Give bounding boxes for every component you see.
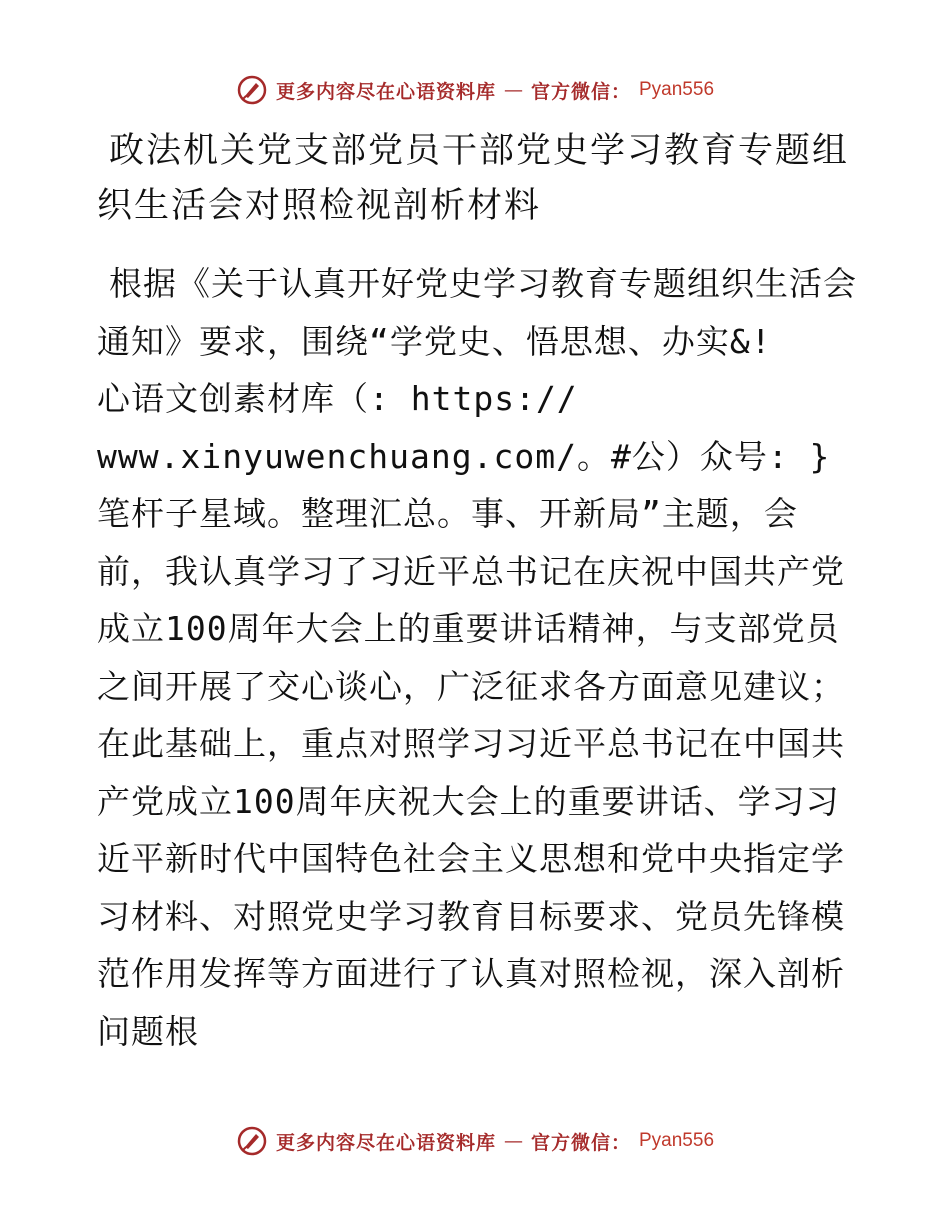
footer-wechat-id: Pyan556 (639, 1130, 715, 1151)
footer-banner (0, 1121, 950, 1161)
header-dash: — (503, 79, 523, 101)
header-contact-label: 官方微信： (530, 80, 631, 103)
header-promo-text: 更多内容尽在心语资料库 (275, 80, 496, 103)
header-wechat-id: Pyan556 (639, 79, 715, 100)
footer-contact-label: 官方微信： (530, 1131, 631, 1154)
document-body-paragraph (97, 255, 857, 1060)
quill-pen-icon (236, 74, 268, 106)
document-title: 政法机关党支部党员干部党史学习教育专题组织生活会对照检视剖析材料 (97, 131, 850, 226)
footer-dash: — (503, 1130, 523, 1152)
body-segment-2: 心语文创素材库（: https:// (97, 379, 578, 418)
header-banner (0, 70, 950, 110)
body-segment-1: 根据《关于认真开好党史学习教育专题组织生活会通知》要求，围绕“学党史、悟思想、办实&! (97, 264, 857, 361)
body-segment-3: www.xinyuwenchuang.com/。#公）众号: }笔杆子星域。整理汇总。事、开新局”主题，会前，我认真学习了习近平总书记在庆祝中国共产党成立100周年大会上的重要讲话精神，与支部党员之间开展了交心谈心，广泛征求各方面意见建议；在此基础上，重点对照学习习近平总书记在中国共产党成立100周年庆祝大会上的重要讲话、学习习近平新时代中国特色社会主义思想和党中央指定学习材料、对照党史学习教育目标要求、党员先锋模范作用发挥等方面进行了认真对照检视，深入剖析问题根 (97, 436, 845, 1051)
quill-pen-icon (236, 1125, 268, 1157)
footer-promo-text: 更多内容尽在心语资料库 (275, 1131, 496, 1154)
